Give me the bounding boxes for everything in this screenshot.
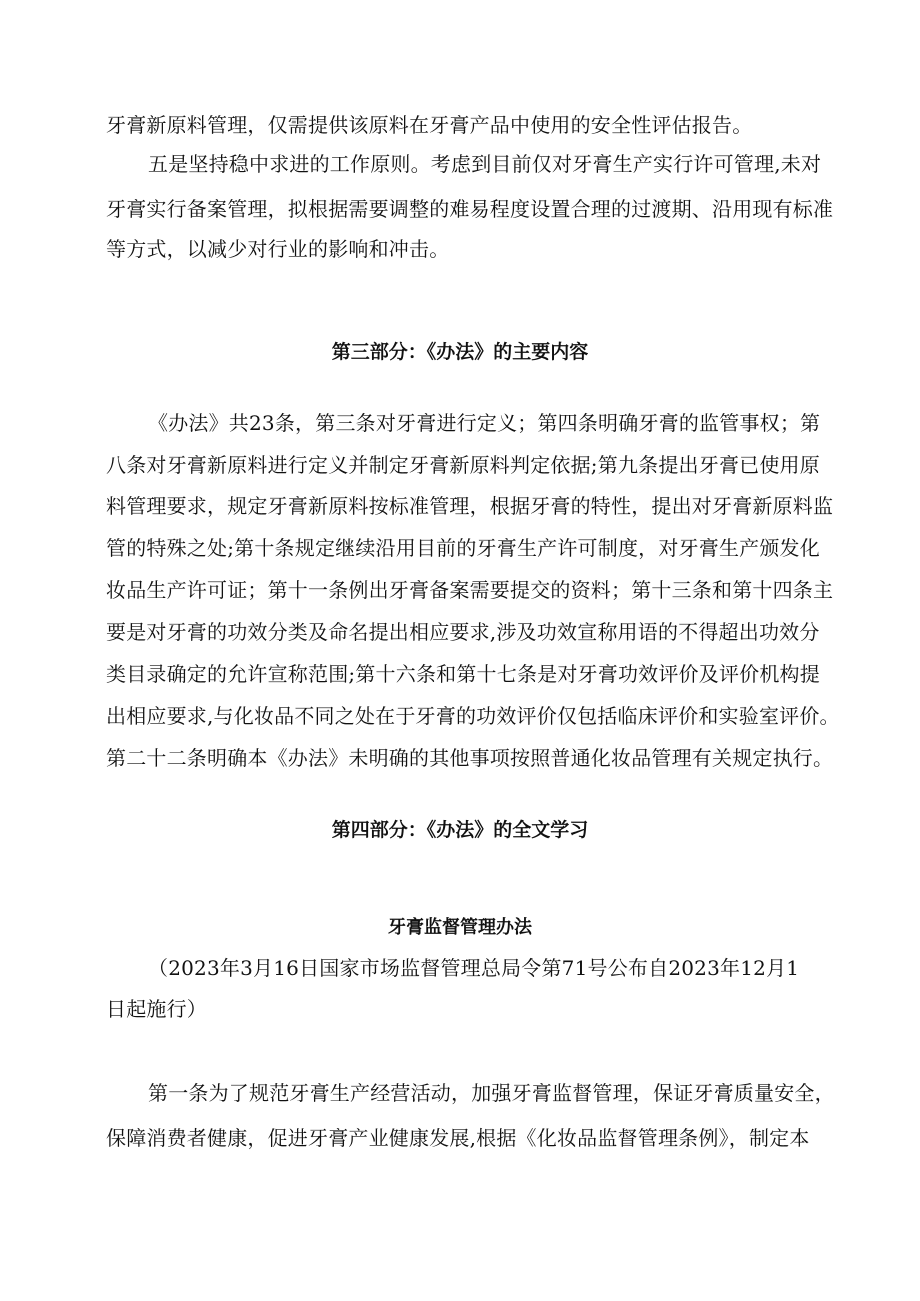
text-line: 妆品生产许可证；第十一条例出牙膏备案需要提交的资料；第十三条和第十四条主 xyxy=(106,578,834,602)
text-line: 类目录确定的允许宣称范围;第十六条和第十七条是对牙膏功效评价及评价机构提 xyxy=(106,662,820,686)
text-line: 五是坚持稳中求进的工作原则。考虑到目前仅对牙膏生产实行许可管理,未对 xyxy=(148,152,822,176)
article-1-line: 保障消费者健康，促进牙膏产业健康发展,根据《化妆品监督管理条例》，制定本 xyxy=(106,1126,810,1150)
regulation-note-line: （2023年3月16日国家市场监督管理总局令第71号公布自2023年12月1 xyxy=(148,956,800,980)
article-1-line: 第一条为了规范牙膏生产经营活动，加强牙膏监督管理，保证牙膏质量安全， xyxy=(148,1081,835,1105)
regulation-note-line: 日起施行） xyxy=(106,997,207,1021)
text-line: 管的特殊之处;第十条规定继续沿用目前的牙膏生产许可制度，对牙膏生产颁发化 xyxy=(106,536,820,560)
text-line: 等方式，以减少对行业的影响和冲击。 xyxy=(106,237,450,261)
text-line: 牙膏实行备案管理，拟根据需要调整的难易程度设置合理的过渡期、沿用现有标准 xyxy=(106,197,834,221)
text-line: 第二十二条明确本《办法》未明确的其他事项按照普通化妆品管理有关规定执行。 xyxy=(106,746,834,770)
regulation-title: 牙膏监督管理办法 xyxy=(388,917,532,938)
text-line: 要是对牙膏的功效分类及命名提出相应要求,涉及功效宣称用语的不得超出功效分 xyxy=(106,620,820,644)
section-3-heading: 第三部分：《办法》的主要内容 xyxy=(331,341,589,363)
section-4-heading: 第四部分：《办法》的全文学习 xyxy=(331,819,589,841)
text-line: 牙膏新原料管理，仅需提供该原料在牙膏产品中使用的安全性评估报告。 xyxy=(106,113,753,137)
text-line: 料管理要求，规定牙膏新原料按标准管理，根据牙膏的特性，提出对牙膏新原料监 xyxy=(106,494,834,518)
text-line: 八条对牙膏新原料进行定义并制定牙膏新原料判定依据;第九条提出牙膏已使用原 xyxy=(106,453,820,477)
text-line: 《办法》共23条，第三条对牙膏进行定义；第四条明确牙膏的监管事权；第 xyxy=(148,411,821,435)
text-line: 出相应要求,与化妆品不同之处在于牙膏的功效评价仅包括临床评价和实验室评价。 xyxy=(106,704,840,728)
